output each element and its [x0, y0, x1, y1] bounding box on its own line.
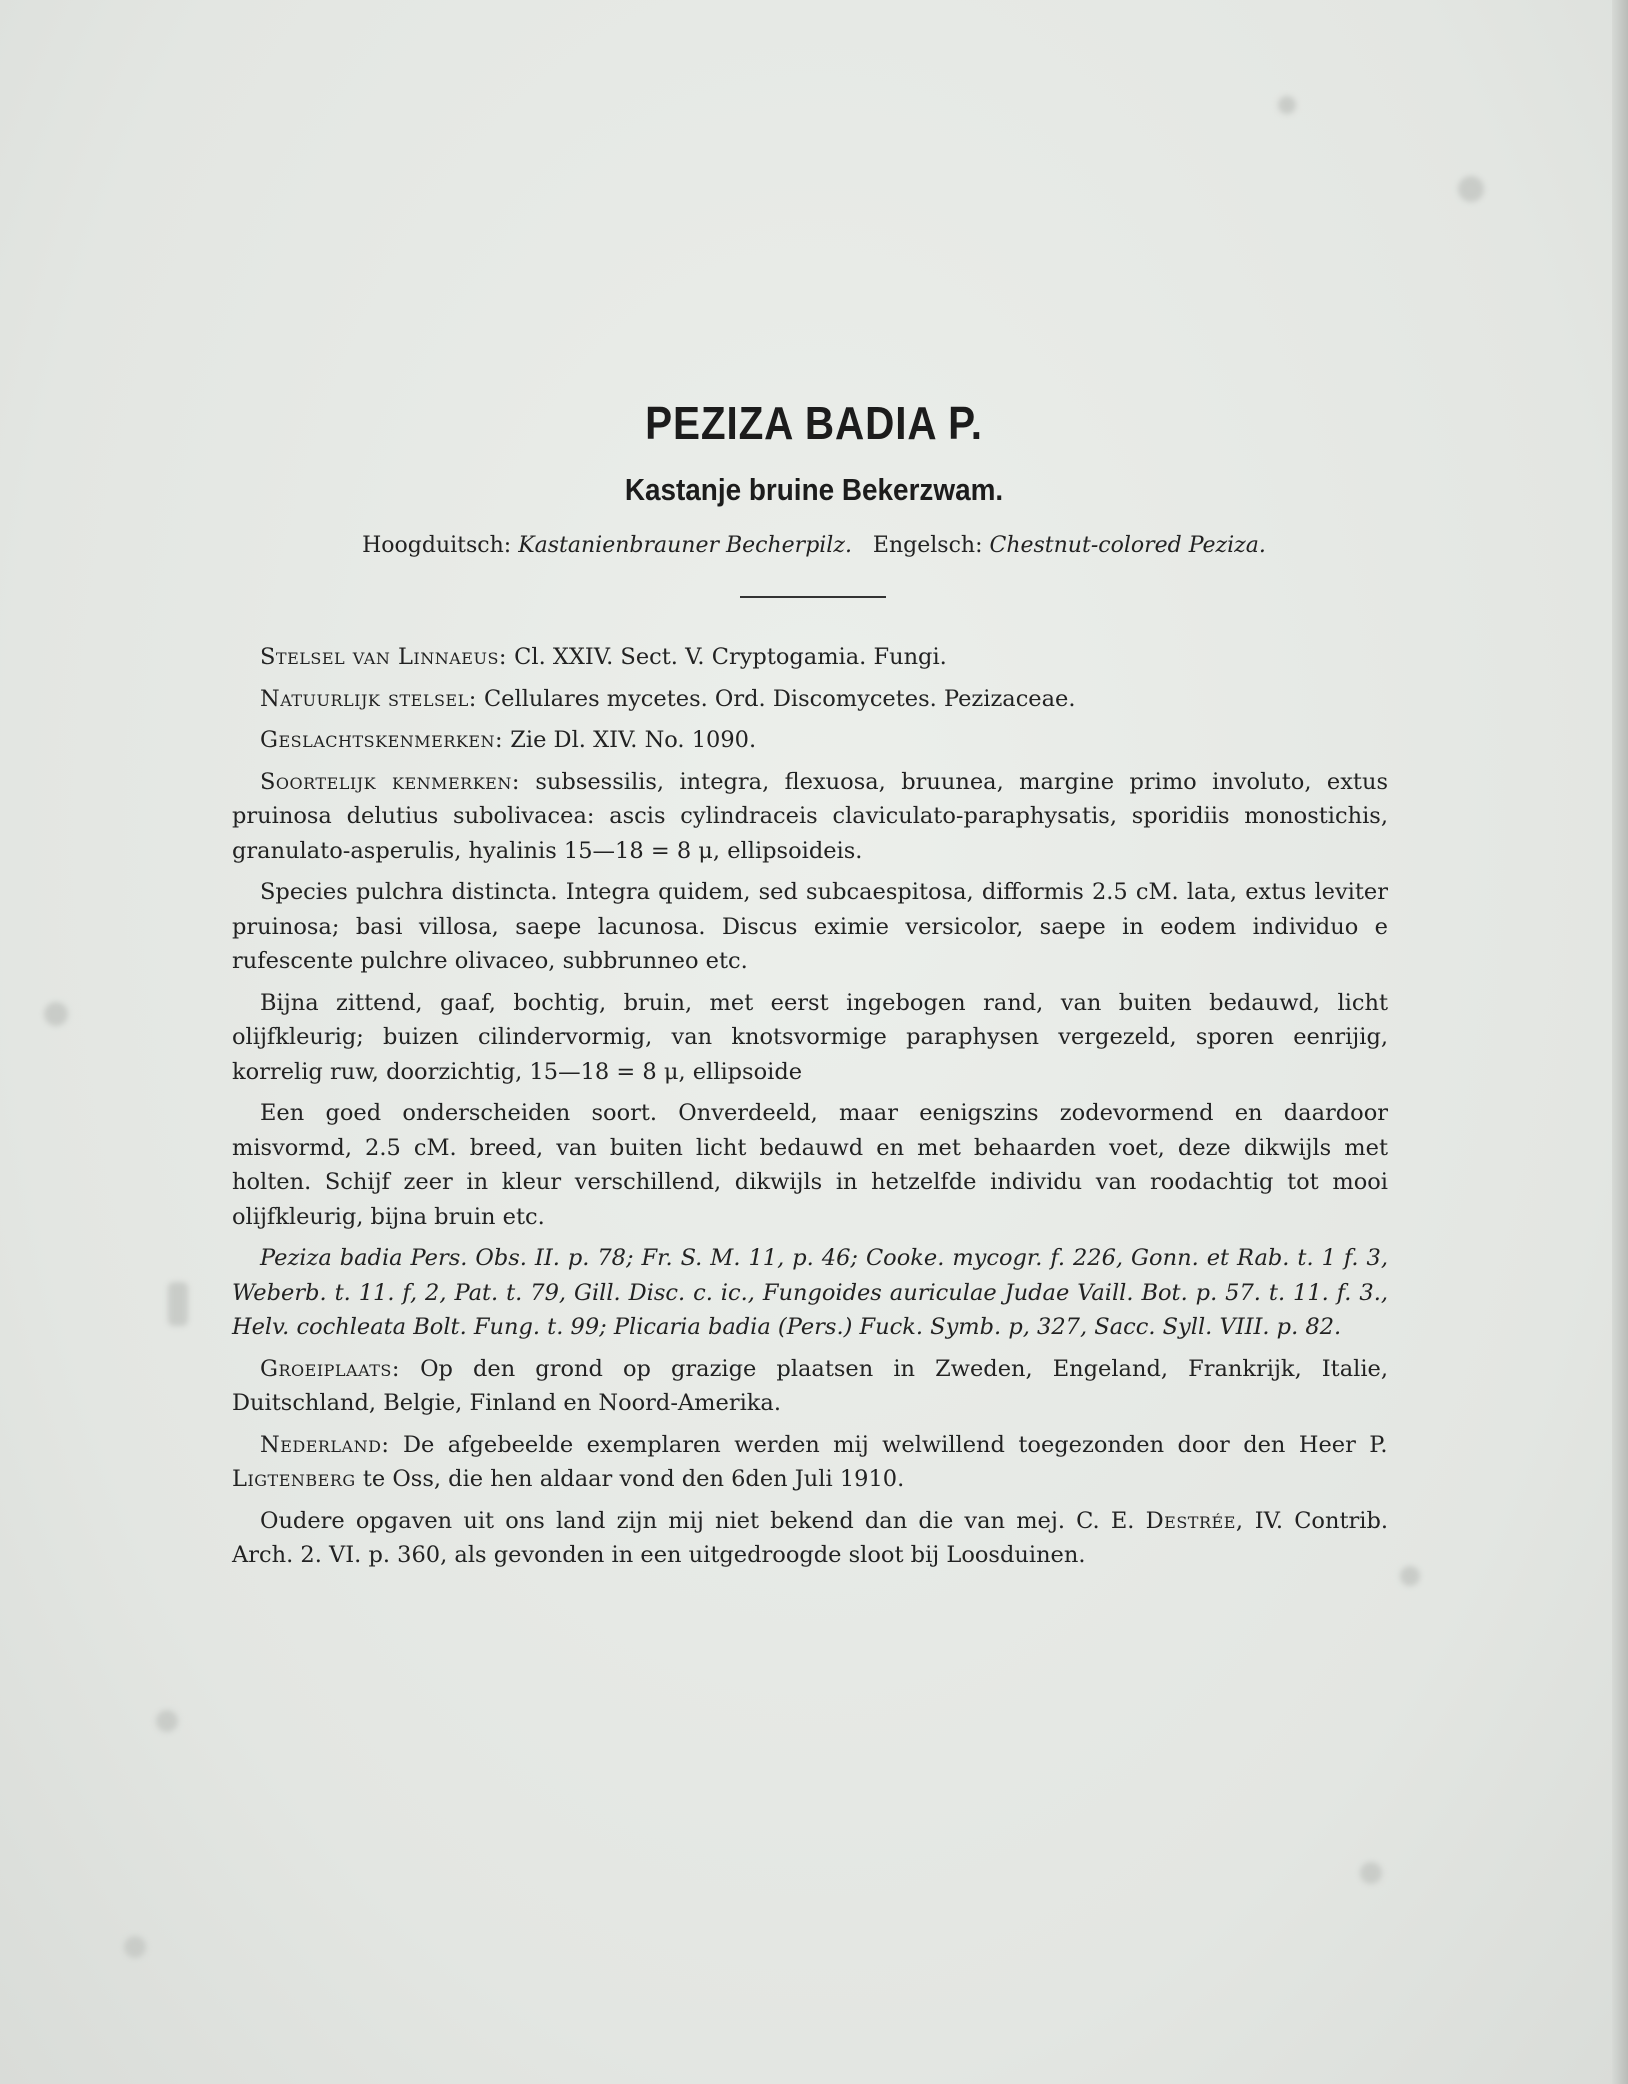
paragraph-natuurlijk [232, 682, 1388, 717]
paragraph-een: Een goed onderscheiden soort. Onverdeeld, maar eenigszins zodevormend en daardoor misvormd, 2.5 cM. breed, van buiten licht bedauwd en met behaarden voet, deze dikwijls met holten. Schijf zeer in kleur verschillend, dikwijls in hetzelfde individu van roodachtig tot mooi olijfkleurig, bijna bruin etc. [232, 1100, 1388, 1230]
paper-spot [168, 1282, 188, 1326]
english-label: Engelsch: [872, 533, 983, 558]
linnaeus-text: Cl. XXIV. Sect. V. Cryptogamia. Fungi. [514, 644, 947, 670]
description-body [232, 640, 1388, 1580]
paper-spot [44, 1002, 68, 1026]
natuurlijk-text: Cellulares mycetes. Ord. Discomycetes. Pezizaceae. [483, 685, 1076, 712]
paper-spot [1458, 176, 1484, 202]
paragraph-soortelijk [232, 765, 1388, 869]
divider [740, 596, 886, 598]
oudere-name: Destrée, [1145, 1507, 1244, 1534]
paragraph-linnaeus [232, 640, 1388, 675]
german-label: Hoogduitsch: [362, 533, 512, 558]
paragraph-nederland [232, 1428, 1388, 1497]
page-edge [1612, 0, 1628, 2084]
nederland-text-1: De afgebeelde exemplaren werden mij welwillend toegezonden door den Heer [402, 1431, 1356, 1458]
paper-spot [124, 1936, 146, 1958]
geslacht-text: Zie Dl. XIV. No. 1090. [510, 727, 757, 753]
paper-spot [1360, 1862, 1382, 1884]
paragraph-species: Species pulchra distincta. Integra quidem, sed subcaespitosa, difformis 2.5 cM. lata, extus leviter pruinosa; basi villosa, saepe lacunosa. Discus eximie versicolor, saepe in eodem individuo e rufescente pulchre olivaceo, subbrunneo etc. [232, 879, 1388, 974]
paper-spot [156, 1710, 178, 1732]
natuurlijk-label: Natuurlijk stelsel: [260, 685, 477, 712]
nederland-name: P. Ligtenberg [232, 1431, 1389, 1492]
nederland-text-2: te Oss, die hen aldaar vond den 6den Juli 1910. [362, 1466, 905, 1492]
paragraph-references: Peziza badia Pers. Obs. II. p. 78; Fr. S. M. 11, p. 46; Cooke. mycogr. f. 226, Gonn. et Rab. t. 1 f. 3, Weberb. t. 11. f, 2, Pat. t. 79, Gill. Disc. c. ic., Fungoides auriculae Judae Vaill. Bot. p. 57. t. 11. f. 3., Helv. cochleata Bolt. Fung. t. 99; Plicaria badia (Pers.) Fuck. Symb. p, 327, Sacc. Syll. VIII. p. 82. [232, 1245, 1388, 1340]
soort-text: subsessilis, integra, flexuosa, bruunea, margine primo involuto, extus pruinosa delutius subolivacea: ascis cylindraceis claviculato-paraphysatis, sporidiis monostichis, granulato-asperulis, hyalinis 15—18 = 8 μ, ellipsoideis. [232, 768, 1389, 864]
common-names [0, 533, 1628, 558]
soort-label: Soortelijk kenmerken: [260, 768, 520, 795]
paragraph-oudere [232, 1504, 1388, 1573]
paper-spot [1400, 1566, 1420, 1586]
oudere-text-1: Oudere opgaven uit ons land zijn mij niet bekend dan die van mej. C. E. [260, 1507, 1135, 1534]
paper-spot [1278, 96, 1296, 114]
groei-text: Op den grond op grazige plaatsen in Zweden, Engeland, Frankrijk, Italie, Duitschland, Belgie, Finland en Noord-Amerika. [232, 1355, 1389, 1416]
german-name: Kastanienbrauner Becherpilz. [518, 533, 852, 558]
page-title: PEZIZA BADIA P. [645, 397, 983, 449]
nederland-label: Nederland: [260, 1431, 390, 1458]
paragraph-bijna: Bijna zittend, gaaf, bochtig, bruin, met eerst ingebogen rand, van buiten bedauwd, licht olijfkleurig; buizen cilindervormig, van knotsvormige paraphysen vergezeld, sporen eenrijig, korrelig ruw, doorzichtig, 15—18 = 8 μ, ellipsoide [232, 989, 1388, 1085]
linnaeus-label: Stelsel van Linnaeus: [260, 644, 508, 670]
page-subtitle: Kastanje bruine Bekerzwam. [624, 472, 1004, 507]
oudere-text-2: IV. Contrib. Arch. 2. VI. p. 360, als gevonden in een uitgedroogde sloot bij Loosduinen. [232, 1507, 1389, 1568]
paragraph-geslacht [232, 723, 1388, 758]
english-name: Chestnut-colored Peziza. [989, 533, 1266, 558]
geslacht-label: Geslachtskenmerken: [260, 727, 504, 753]
groei-label: Groeiplaats: [260, 1355, 400, 1382]
paragraph-groeiplaats [232, 1352, 1388, 1421]
